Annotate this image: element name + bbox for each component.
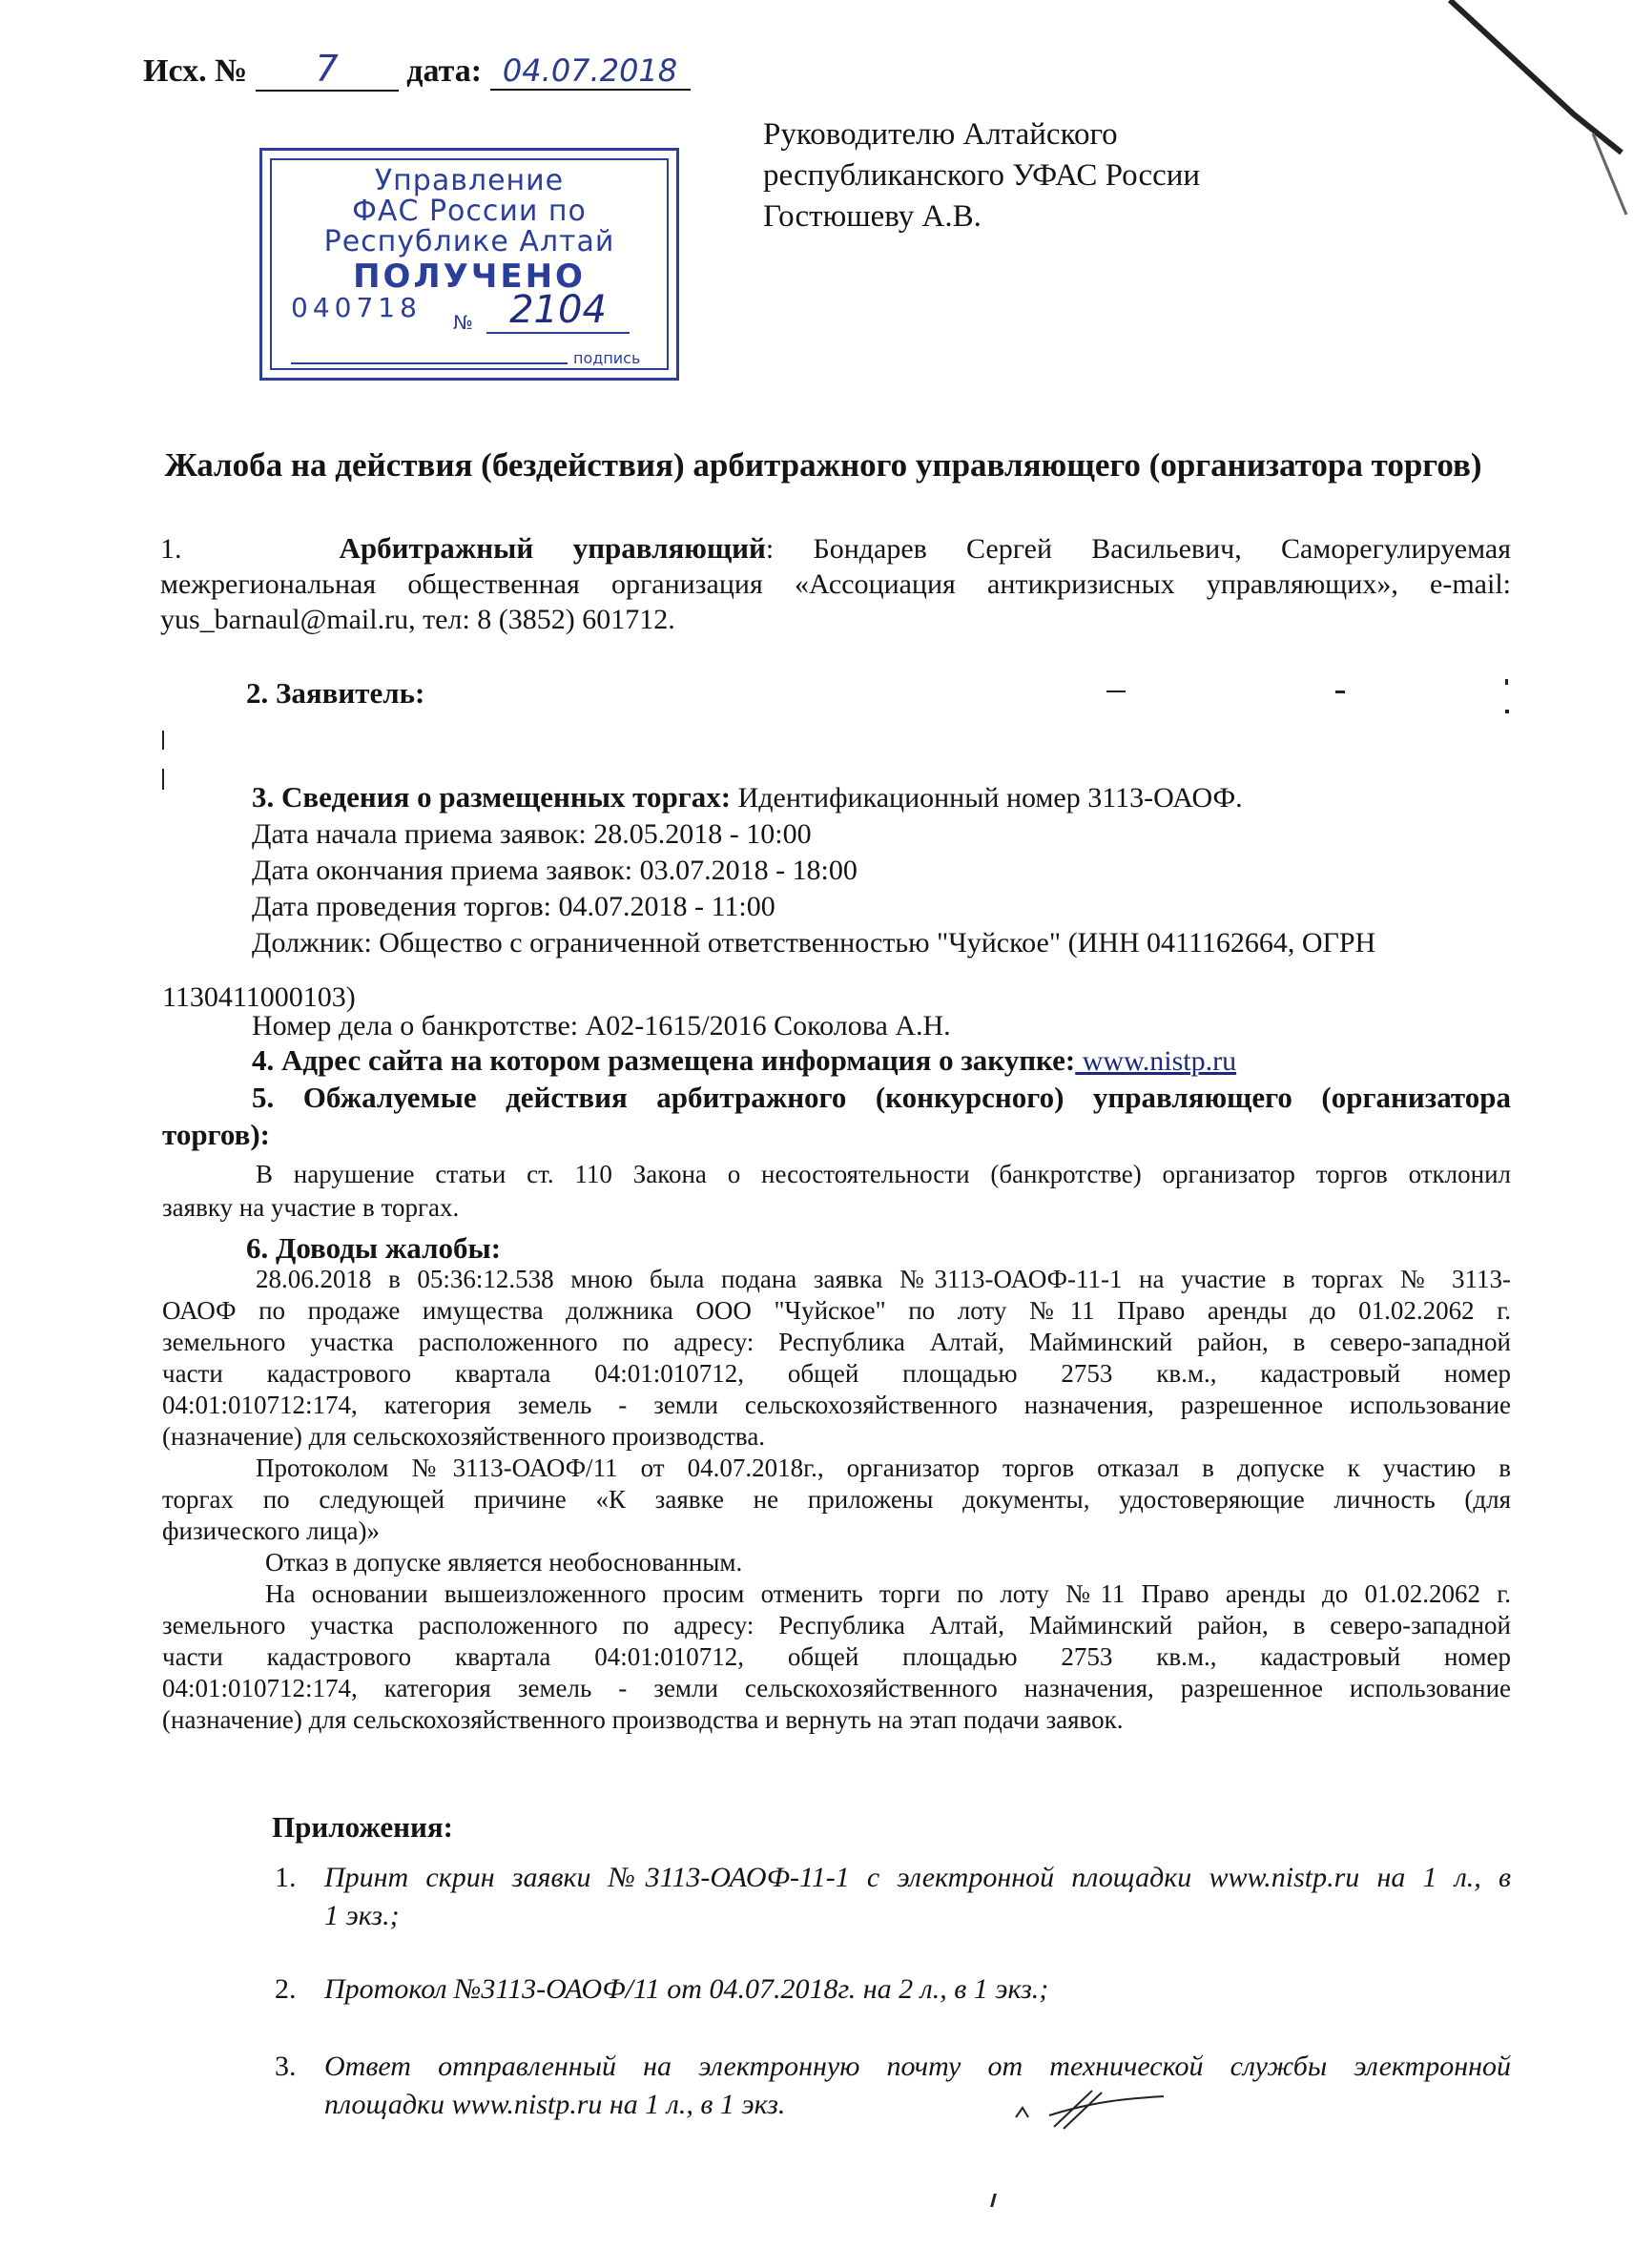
signature-scribble xyxy=(1011,2079,1183,2136)
section-2-colon: : xyxy=(415,676,425,710)
attachment-number: 1. xyxy=(275,1862,297,1893)
outgoing-header xyxy=(143,48,691,92)
debtor-line-2: 1130411000103) xyxy=(162,981,356,1013)
stamp-line-3: Республике Алтай xyxy=(323,225,615,258)
section-1-rest: : Бондарев Сергей Васильевич, Саморегулируемая xyxy=(765,533,1512,565)
redaction-artifact xyxy=(162,731,164,750)
argument-line: Отказ в допуске является необоснованным. xyxy=(265,1548,743,1577)
attachment-item xyxy=(275,1971,1511,2010)
argument-line: 04:01:010712:174, категория земель - земли сельскохозяйственного назначения, разрешенное использование xyxy=(162,1674,1511,1702)
addressee-line: Руководителю Алтайского xyxy=(763,117,1118,152)
argument-line: земельного участка расположенного по адресу: Республика Алтай, Майминский район, в северо-западной xyxy=(162,1328,1511,1356)
argument-line: физического лица)» xyxy=(162,1516,381,1545)
section-6-header xyxy=(246,1231,501,1266)
section-1-number: 1. xyxy=(160,533,182,565)
stamp-signature-label: подпись xyxy=(573,349,641,367)
section-6-colon: : xyxy=(490,1231,502,1265)
section-1 xyxy=(160,530,1511,637)
redaction-artifact xyxy=(1106,691,1126,692)
argument-line: (назначение) для сельскохозяйственного производства. xyxy=(162,1422,766,1451)
section-3 xyxy=(252,779,1511,961)
argument-line: На основании вышеизложенного просим отменить торги по лоту №11 Право аренды до 01.02.2062 г. xyxy=(265,1579,1511,1608)
document-title: Жалоба на действия (бездействия) арбитражного управляющего (организатора торгов) xyxy=(164,446,1482,484)
section-3-id: Идентификационный номер 3113-ОАОФ. xyxy=(731,782,1243,814)
section-5-label-line-2: торгов): xyxy=(162,1118,270,1151)
section-2-label: 2. Заявитель xyxy=(246,676,416,710)
redacted-applicant xyxy=(448,675,1469,763)
redaction-artifact xyxy=(1335,691,1345,693)
section-6-label: 6. Доводы жалобы xyxy=(246,1231,491,1265)
argument-line: земельного участка расположенного по адресу: Республика Алтай, Майминский район, в северо-западной xyxy=(162,1611,1511,1639)
section-5-text-line-2: заявку на участие в торгах. xyxy=(162,1193,460,1222)
section-3-label: 3. Сведения о размещенных торгах: xyxy=(252,780,732,814)
section-4-label: 4. Адрес сайта на котором размещена информация о закупке: xyxy=(252,1043,1076,1077)
argument-line: 28.06.2018 в 05:36:12.538 мною была подана заявка №3113-ОАОФ-11-1 на участие в торгах № 3113- xyxy=(256,1265,1511,1293)
section-6-paragraph-1 xyxy=(162,1264,1511,1736)
scan-edge-shadow xyxy=(1431,0,1633,219)
attachments-label: Приложения: xyxy=(272,1810,453,1844)
attachment-line-1: Ответ отправленный на электронную почту от технической службы электронной xyxy=(324,2051,1511,2082)
stamp-line-2: ФАС России по xyxy=(352,195,587,228)
section-5-text xyxy=(256,1159,1511,1190)
redaction-artifact xyxy=(1505,710,1509,713)
page-mark xyxy=(990,2194,997,2207)
redaction-artifact xyxy=(162,769,164,790)
argument-line: 04:01:010712:174, категория земель - земли сельскохозяйственного назначения, разрешенное использование xyxy=(162,1391,1511,1419)
section-4 xyxy=(252,1042,1236,1080)
outgoing-label: Исх. № xyxy=(143,53,248,89)
argument-line: части кадастрового квартала 04:01:010712, общей площадью 2753 кв.м., кадастровый номер xyxy=(162,1642,1511,1671)
received-stamp xyxy=(259,148,679,381)
argument-line: Протоколом №3113-ОАОФ/11 от 04.07.2018г., организатор торгов отказал в допуске к участию в xyxy=(256,1454,1511,1482)
argument-line: (назначение) для сельскохозяйственного производства и вернуть на этап подачи заявок. xyxy=(162,1705,1124,1734)
section-2-label-row xyxy=(246,675,424,712)
redaction-artifact xyxy=(1505,679,1508,685)
stamp-number-label: № xyxy=(453,311,473,334)
argument-line: части кадастрового квартала 04:01:010712, общей площадью 2753 кв.м., кадастровый номер xyxy=(162,1359,1511,1388)
date-value: 04.07.2018 xyxy=(490,52,691,91)
date-label: дата: xyxy=(406,53,483,89)
addressee-line: республиканского УФАС России xyxy=(763,158,1201,193)
applications-start: Дата начала приема заявок: 28.05.2018 - 10:00 xyxy=(252,818,812,850)
attachment-number: 2. xyxy=(275,1973,297,2005)
section-5 xyxy=(252,1081,1511,1115)
section-1-label: Арбитражный управляющий xyxy=(339,531,766,565)
attachment-line-1: Принт скрин заявки №3113-ОАОФ-11-1 с электронной площадки www.nistp.ru на 1 л., в xyxy=(324,1862,1511,1893)
section-1-line-1 xyxy=(160,530,1511,567)
bankruptcy-case: Номер дела о банкротстве: А02-1615/2016 Соколова А.Н. xyxy=(252,1010,951,1041)
argument-line: торгах по следующей причине «К заявке не приложены документы, удостоверяющие личность (для xyxy=(162,1485,1511,1514)
section-1-line-2: межрегиональная общественная организация «Ассоциация антикризисных управляющих», e-mail: xyxy=(160,568,1511,600)
procurement-site-link[interactable]: www.nistp.ru xyxy=(1075,1045,1237,1077)
attachment-number: 3. xyxy=(275,2051,297,2082)
addressee-block xyxy=(763,114,1200,237)
section-5-label-line-1: 5. Обжалуемые действия арбитражного (конкурсного) управляющего (организатора xyxy=(252,1081,1511,1114)
attachment-item xyxy=(275,2049,1511,2125)
attachment-line-2: 1 экз.; xyxy=(324,1900,400,1931)
stamp-signature-line xyxy=(291,362,568,364)
addressee-line: Гостюшеву А.В. xyxy=(763,199,982,234)
auction-date: Дата проведения торгов: 04.07.2018 - 11:00 xyxy=(252,891,775,922)
attachment-item xyxy=(275,1860,1511,1936)
applications-end: Дата окончания приема заявок: 03.07.2018 - 18:00 xyxy=(252,855,858,886)
stamp-date: 040718 xyxy=(291,292,422,323)
section-1-line-3: yus_barnaul@mail.ru, тел: 8 (3852) 601712. xyxy=(160,604,675,635)
debtor-line-1: Должник: Общество с ограниченной ответственностью "Чуйское" (ИНН 0411162664, ОГРН xyxy=(252,927,1376,959)
stamp-received: ПОЛУЧЕНО xyxy=(353,258,586,296)
attachment-line-1: Протокол №3113-ОАОФ/11 от 04.07.2018г. на 2 л., в 1 экз.; xyxy=(324,1973,1049,2005)
stamp-number: 2104 xyxy=(486,288,630,334)
section-5-text-line-1: В нарушение статьи ст. 110 Закона о несостоятельности (банкротстве) организатор торгов отклонил xyxy=(256,1160,1511,1188)
stamp-line-1: Управление xyxy=(374,164,565,197)
section-3-header xyxy=(252,779,1511,816)
outgoing-number: 7 xyxy=(256,48,399,92)
argument-line: ОАОФ по продаже имущества должника ООО "Чуйское" по лоту №11 Право аренды до 01.02.2062 г. xyxy=(162,1296,1511,1325)
attachment-line-2: площадки www.nistp.ru на 1 л., в 1 экз. xyxy=(324,2089,786,2120)
